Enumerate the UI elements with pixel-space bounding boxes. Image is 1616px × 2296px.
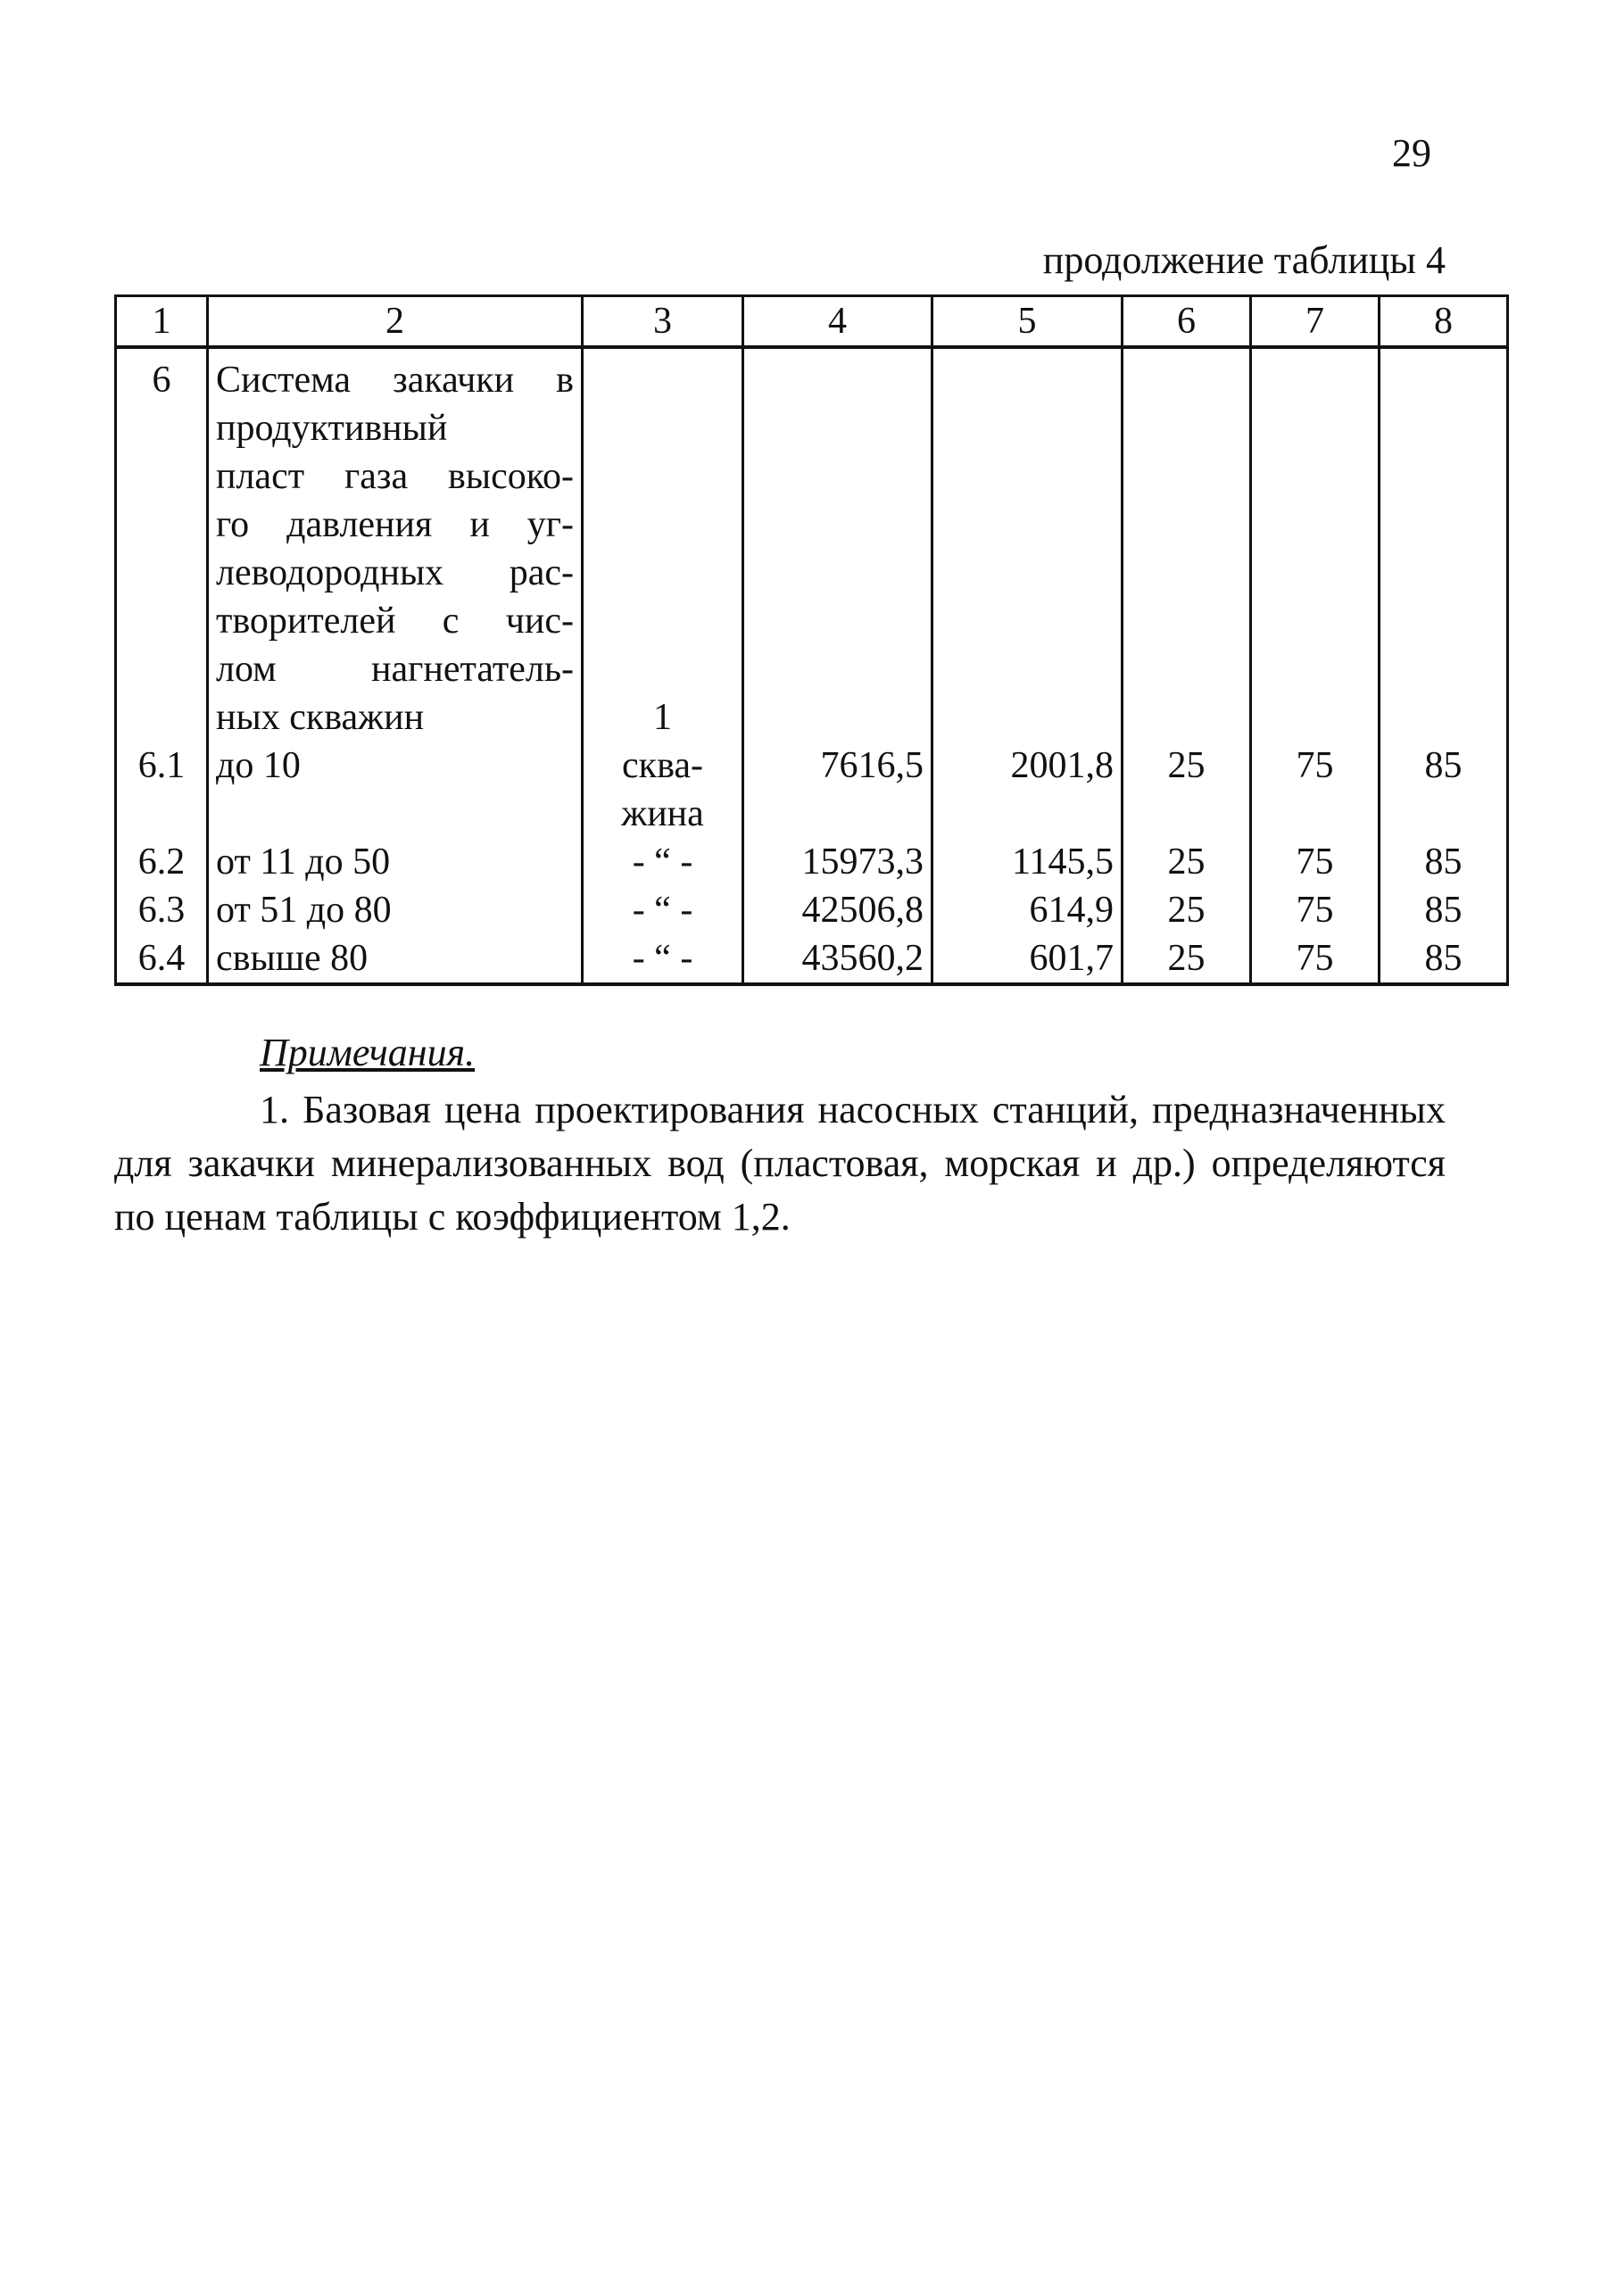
name-line: леводородных рас- (216, 552, 574, 593)
row-unit (583, 347, 743, 742)
name-line: лом нагнетатель- (216, 649, 574, 690)
row-number: 6.4 (116, 934, 208, 984)
name-line: пласт газа высоко- (216, 456, 574, 497)
name-line: го давления и уг- (216, 504, 574, 545)
col-4-value: 42506,8 (743, 886, 932, 934)
row-unit (583, 742, 743, 838)
header-cell: 8 (1380, 296, 1508, 348)
row-name (208, 347, 583, 742)
table-row (116, 886, 1508, 934)
header-cell: 6 (1123, 296, 1251, 348)
col-6-value: 25 (1123, 742, 1251, 838)
row-unit: - “ - (583, 886, 743, 934)
row-number: 6 (116, 347, 208, 742)
col-7-value: 75 (1251, 742, 1380, 838)
notes-paragraph: 1. Базовая цена проектирования насосных станций, предназначенных для закачки минерализованных вод (пластовая, морская и др.) определяются по ценам таблицы с коэффициентом 1,2. (114, 1088, 1446, 1239)
col-5-value: 2001,8 (932, 742, 1123, 838)
header-cell: 1 (116, 296, 208, 348)
name-line: Система закачки в (216, 360, 574, 401)
notes-title: Примечания. (260, 1031, 476, 1074)
page-number: 29 (1392, 131, 1431, 175)
empty-cell (1123, 347, 1251, 742)
header-cell: 7 (1251, 296, 1380, 348)
unit-value-cont: жина (621, 793, 704, 834)
header-cell: 2 (208, 296, 583, 348)
table-row (116, 838, 1508, 886)
table-row (116, 934, 1508, 984)
row-number: 6.1 (116, 742, 208, 838)
col-5-value: 1145,5 (932, 838, 1123, 886)
col-7-value: 75 (1251, 934, 1380, 984)
col-8-value: 85 (1380, 934, 1508, 984)
col-5-value: 601,7 (932, 934, 1123, 984)
table-header-row (116, 296, 1508, 348)
col-4-value: 7616,5 (743, 742, 932, 838)
row-name: до 10 (208, 742, 583, 838)
col-4-value: 43560,2 (743, 934, 932, 984)
row-unit: - “ - (583, 934, 743, 984)
col-7-value: 75 (1251, 838, 1380, 886)
col-6-value: 25 (1123, 838, 1251, 886)
row-number: 6.3 (116, 886, 208, 934)
empty-cell (932, 347, 1123, 742)
table-caption: продолжение таблицы 4 (1042, 238, 1446, 282)
header-cell: 3 (583, 296, 743, 348)
name-line: продуктивный (216, 408, 448, 449)
col-6-value: 25 (1123, 934, 1251, 984)
unit-value: сква- (622, 745, 703, 786)
row-name: свыше 80 (208, 934, 583, 984)
col-8-value: 85 (1380, 886, 1508, 934)
name-line: ных скважин (216, 697, 425, 738)
table-row (116, 742, 1508, 838)
notes-section (114, 1026, 1446, 1244)
row-name: от 51 до 80 (208, 886, 583, 934)
empty-cell (1380, 347, 1508, 742)
header-cell: 5 (932, 296, 1123, 348)
row-unit: - “ - (583, 838, 743, 886)
row-name: от 11 до 50 (208, 838, 583, 886)
col-6-value: 25 (1123, 886, 1251, 934)
empty-cell (1251, 347, 1380, 742)
header-cell: 4 (743, 296, 932, 348)
row-number: 6.2 (116, 838, 208, 886)
col-8-value: 85 (1380, 742, 1508, 838)
table-row-group-6 (116, 347, 1508, 742)
col-4-value: 15973,3 (743, 838, 932, 886)
col-7-value: 75 (1251, 886, 1380, 934)
price-table (114, 294, 1509, 986)
col-8-value: 85 (1380, 838, 1508, 886)
empty-cell (743, 347, 932, 742)
name-line: творителей с чис- (216, 601, 574, 642)
col-5-value: 614,9 (932, 886, 1123, 934)
unit-value: 1 (653, 697, 672, 738)
